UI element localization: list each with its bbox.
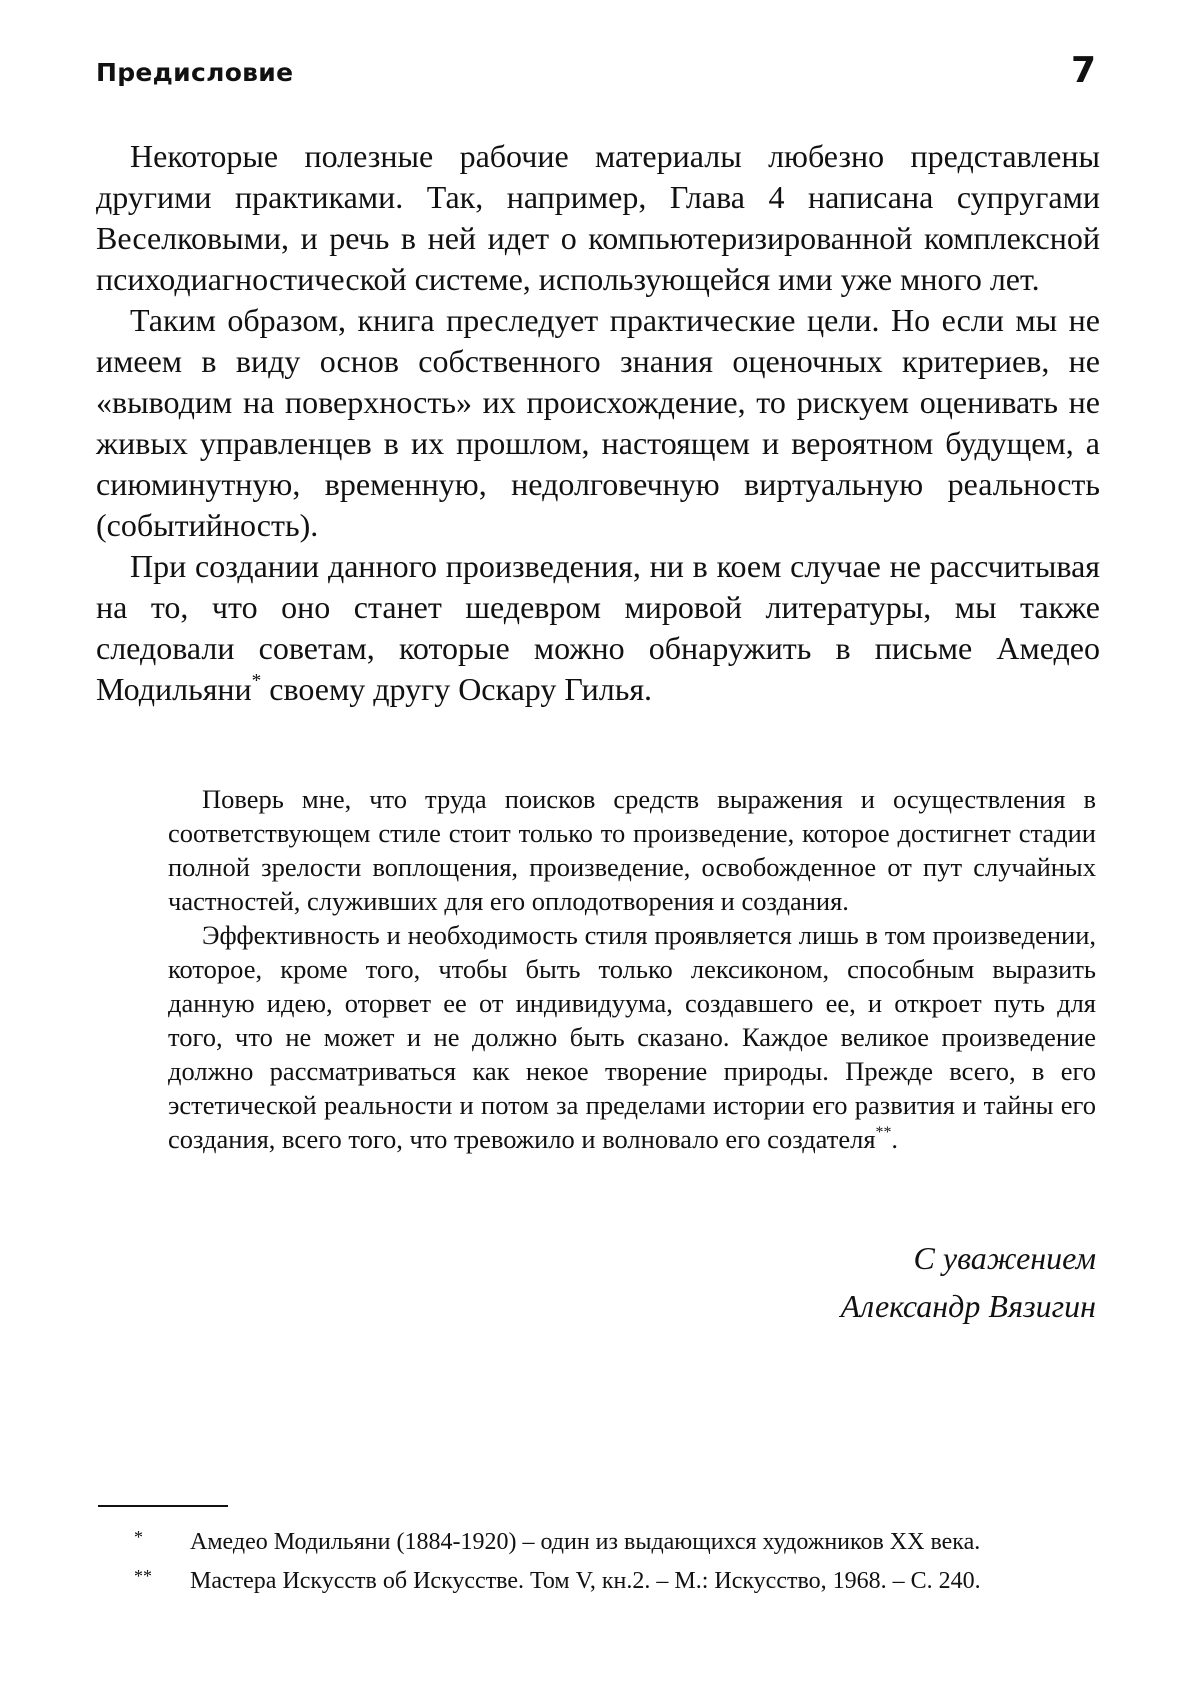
footnote	[96, 1559, 1100, 1598]
footnote-ref: **	[875, 1123, 892, 1141]
paragraph: Таким образом, книга преследует практические цели. Но если мы не имеем в виду основ собственного знания оценочных критериев, не «выводим на поверхность» их происхождение, то рискуем оценивать не живых управленцев в их прошлом, настоящем и вероятном будущем, а сиюминутную, временную, недолговечную виртуальную реальность (событийность).	[96, 302, 1100, 543]
footnotes	[96, 1520, 1100, 1598]
footnote	[96, 1520, 1100, 1559]
signature-closing: С уважением	[913, 1240, 1096, 1276]
footnote-text: Мастера Искусств об Искусстве. Том V, кн.2. – М.: Искусство, 1968. – С. 240.	[190, 1568, 981, 1594]
main-text	[96, 136, 1100, 710]
signature-author: Александр Вязигин	[840, 1288, 1096, 1324]
quote-text: .	[891, 1124, 899, 1154]
quoted-letter	[168, 782, 1096, 1156]
chapter-title: Предисловие	[96, 58, 294, 87]
signature	[841, 1234, 1096, 1330]
footnote-mark: **	[134, 1566, 152, 1586]
quote-paragraph	[168, 918, 1096, 1156]
paragraph: Некоторые полезные рабочие материалы любезно представлены другими практиками. Так, например, Глава 4 написана супругами Веселковыми, и речь в ней идет о компьютеризированной комплексной психодиагностической системе, использующейся ими уже много лет.	[96, 138, 1100, 297]
footnote-ref: *	[251, 670, 262, 692]
quote-paragraph: Поверь мне, что труда поисков средств выражения и осуществления в соответствующем стиле стоит только то произведение, которое достигнет стадии полной зрелости воплощения, произведение, освобожденное от пут случайных частностей, служивших для его оплодотворения и создания.	[168, 784, 1096, 916]
quote-text: Эффективность и необходимость стиля проявляется лишь в том произведении, которое, кроме того, чтобы быть только лексиконом, способным выразить данную идею, оторвет ее от индивидуума, создавшего ее, и откроет путь для того, что не может и не должно быть сказано. Каждое великое произведение должно рассматриваться как некое творение природы. Прежде всего, в его эстетической реальности и потом за пределами истории его развития и тайны его создания, всего того, что тревожило и волновало его создателя	[168, 920, 1096, 1154]
paragraph-text: своему другу Оскару Гилья.	[261, 671, 653, 707]
paragraph	[96, 546, 1100, 710]
running-header	[96, 50, 1096, 98]
footnote-text: Амедео Модильяни (1884-1920) – один из выдающихся художников XX века.	[190, 1529, 981, 1555]
page-number: 7	[1070, 50, 1096, 91]
footnote-mark: *	[134, 1527, 143, 1547]
footnote-divider	[98, 1505, 228, 1507]
paragraph-text: При создании данного произведения, ни в коем случае не рассчитывая на то, что оно станет шедевром мировой литературы, мы также следовали советам, которые можно обнаружить в письме Амедео Модильяни	[96, 548, 1100, 707]
